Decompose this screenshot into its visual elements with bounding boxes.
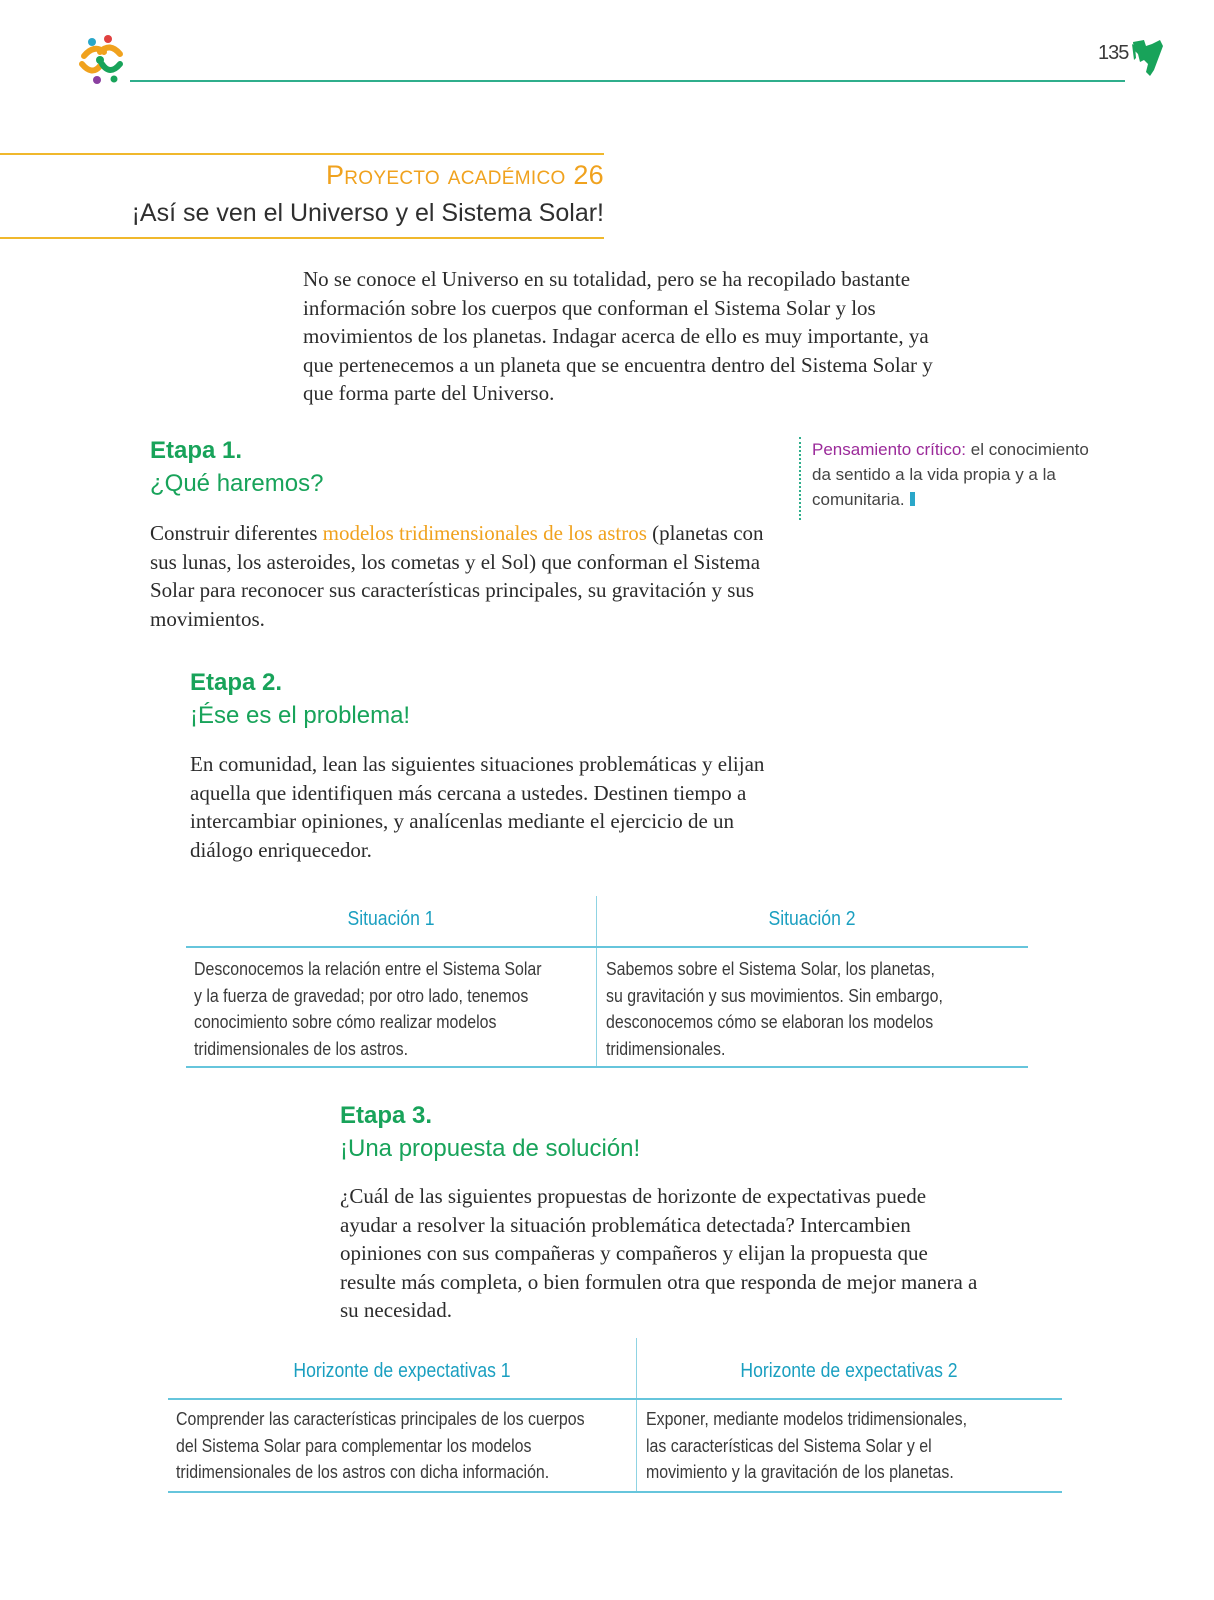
etapa-1-text-start: Construir diferentes xyxy=(150,521,323,545)
community-logo-icon xyxy=(70,30,130,90)
situacion-1-text xyxy=(194,956,542,1062)
mexico-map-icon xyxy=(1130,36,1166,78)
etapa-3-question: ¡Una propuesta de solución! xyxy=(340,1135,641,1162)
etapa-2-heading: Etapa 2. xyxy=(190,669,283,696)
situacion-2-text xyxy=(606,956,943,1062)
table-divider xyxy=(596,896,597,1068)
horizontes-table xyxy=(168,1348,1062,1493)
etapa-3-heading: Etapa 3. xyxy=(340,1102,433,1129)
text-line: su gravitación y sus movimientos. Sin embargo, xyxy=(606,984,943,1006)
note-end-mark xyxy=(910,492,915,506)
etapa-1-heading: Etapa 1. xyxy=(150,437,243,464)
title-rule-bottom xyxy=(0,237,604,239)
situacion-1-header: Situación 1 xyxy=(347,908,435,930)
etapa-2-question: ¡Ése es el problema! xyxy=(190,702,411,729)
note-dotted-rule xyxy=(799,437,801,520)
project-title: ¡Así se ven el Universo y el Sistema Solar! xyxy=(131,199,604,227)
table-header-rule xyxy=(186,946,1028,948)
text-line: Sabemos sobre el Sistema Solar, los planetas, xyxy=(606,958,935,979)
text-line: Exponer, mediante modelos tridimensionales, xyxy=(646,1408,968,1429)
etapa-1-paragraph xyxy=(150,519,770,633)
page-number: 135 xyxy=(1098,42,1129,64)
text-line: tridimensionales de los astros con dicha información. xyxy=(176,1461,550,1482)
table-divider xyxy=(636,1338,637,1493)
situaciones-table xyxy=(186,896,1028,1068)
etapa-1-text-end: (planetas con sus lunas, los asteroides, los cometas y el Sol) que conforman el Sistema Solar para reconocer sus características principales, su gravitación y sus movimientos. xyxy=(150,521,764,631)
table-bottom-rule xyxy=(168,1491,1062,1493)
text-line: Desconocemos la relación entre el Sistema Solar xyxy=(194,958,542,979)
text-line: tridimensionales. xyxy=(606,1037,726,1059)
note-label: Pensamiento crítico: xyxy=(812,440,967,459)
text-line: y la fuerza de gravedad; por otro lado, tenemos xyxy=(194,984,529,1006)
horizonte-1-header: Horizonte de expectativas 1 xyxy=(293,1360,511,1382)
horizonte-1-text xyxy=(176,1406,585,1486)
text-line: las características del Sistema Solar y el xyxy=(646,1434,932,1456)
horizonte-2-text xyxy=(646,1406,967,1486)
etapa-1-question: ¿Qué haremos? xyxy=(150,470,324,497)
situacion-2-header: Situación 2 xyxy=(768,908,856,930)
etapa-3-paragraph: ¿Cuál de las siguientes propuestas de horizonte de expectativas puede ayudar a resolver la situación problemática detectada? Intercambien opiniones con sus compañeras y compañeros y elijan la propuesta que resulte más completa, o bien formulen otra que responda de mejor manera a su necesidad. xyxy=(340,1184,978,1322)
header-rule xyxy=(130,80,1125,82)
horizonte-2-header: Horizonte de expectativas 2 xyxy=(740,1360,958,1382)
table-header-rule xyxy=(168,1398,1062,1400)
text-line: Comprender las características principales de los cuerpos xyxy=(176,1408,585,1429)
table-bottom-rule xyxy=(186,1066,1028,1068)
text-line: conocimiento sobre cómo realizar modelos xyxy=(194,1011,497,1032)
project-label: Proyecto académico 26 xyxy=(325,160,604,190)
text-line: desconocemos cómo se elaboran los modelos xyxy=(606,1011,934,1032)
etapa-1-highlight: modelos tridimensionales de los astros xyxy=(322,521,647,545)
critical-thinking-note xyxy=(812,437,1102,512)
etapa-2-paragraph: En comunidad, lean las siguientes situaciones problemáticas y elijan aquella que identifiquen más cercana a ustedes. Destinen tiempo a intercambiar opiniones, y analícenlas mediante el ejercicio de un diálogo enriquecedor. xyxy=(190,752,765,862)
text-line: tridimensionales de los astros. xyxy=(194,1037,409,1059)
text-line: movimiento y la gravitación de los planetas. xyxy=(646,1461,954,1482)
note-text: el conocimiento da sentido a la vida propia y a la comunitaria. xyxy=(812,440,1089,509)
title-rule-top xyxy=(0,153,604,155)
intro-paragraph: No se conoce el Universo en su totalidad, pero se ha recopilado bastante información sobre los cuerpos que conforman el Sistema Solar y los movimientos de los planetas. Indagar acerca de ello es muy importante, ya que pertenecemos a un planeta que se encuentra dentro del Sistema Solar y que forma parte del Universo. xyxy=(303,267,933,405)
text-line: del Sistema Solar para complementar los modelos xyxy=(176,1434,532,1456)
